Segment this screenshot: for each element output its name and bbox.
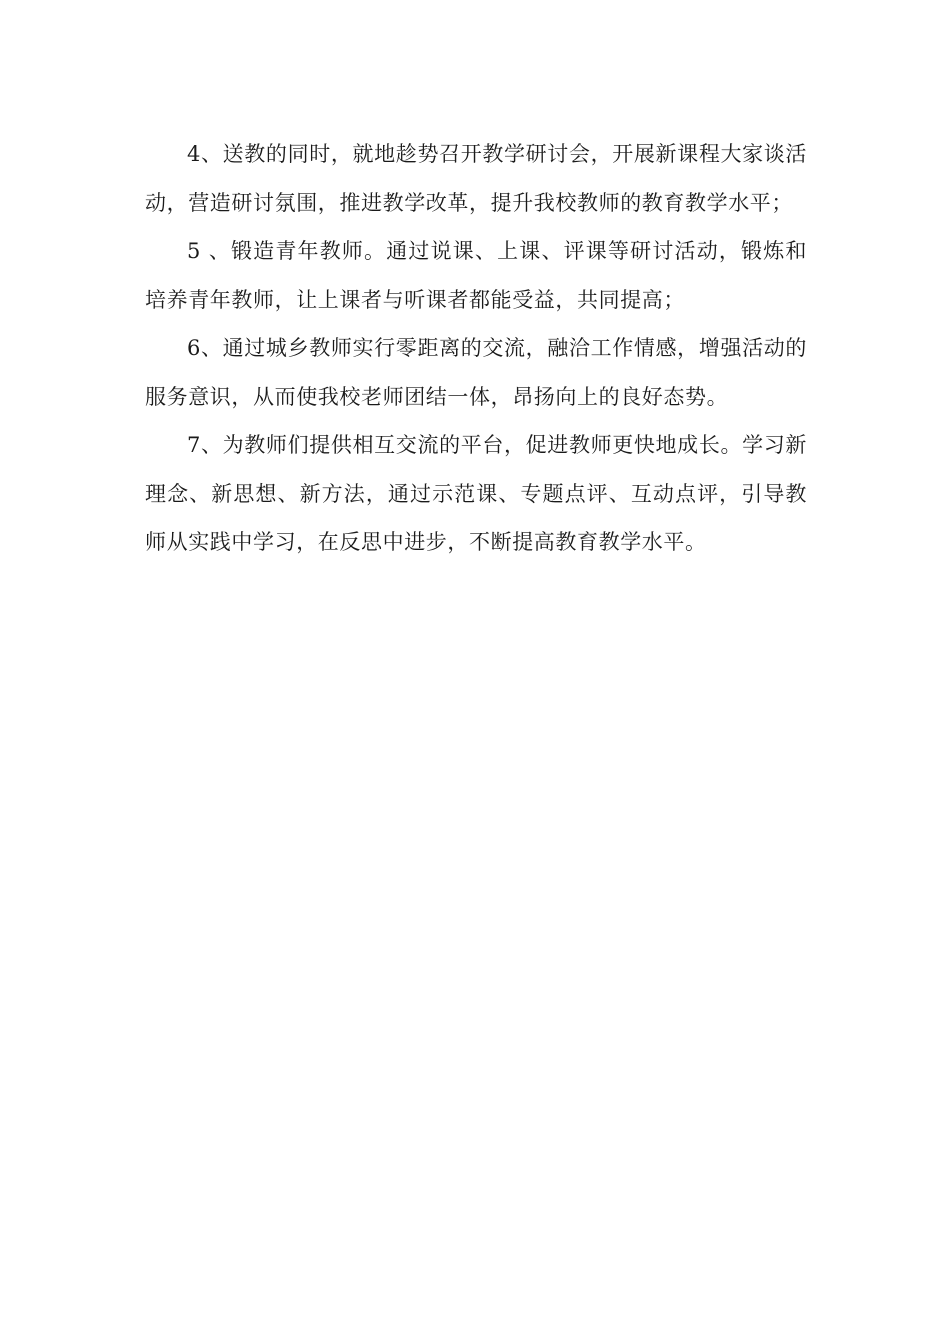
paragraph-item-6: 6、通过城乡教师实行零距离的交流，融洽工作情感，增强活动的服务意识，从而使我校老师团结一体，昂扬向上的良好态势。 — [145, 336, 807, 409]
paragraph-item-5: 5 、锻造青年教师。通过说课、上课、评课等研讨活动，锻炼和培养青年教师，让上课者与听课者都能受益，共同提高； — [145, 239, 807, 312]
paragraph-item-4: 4、送教的同时，就地趁势召开教学研讨会，开展新课程大家谈活动，营造研讨氛围，推进教学改革，提升我校教师的教育教学水平； — [145, 142, 807, 215]
document-body — [145, 130, 807, 567]
paragraph-item-7: 7、为教师们提供相互交流的平台，促进教师更快地成长。学习新理念、新思想、新方法，通过示范课、专题点评、互动点评，引导教师从实践中学习，在反思中进步，不断提高教育教学水平。 — [145, 433, 807, 554]
